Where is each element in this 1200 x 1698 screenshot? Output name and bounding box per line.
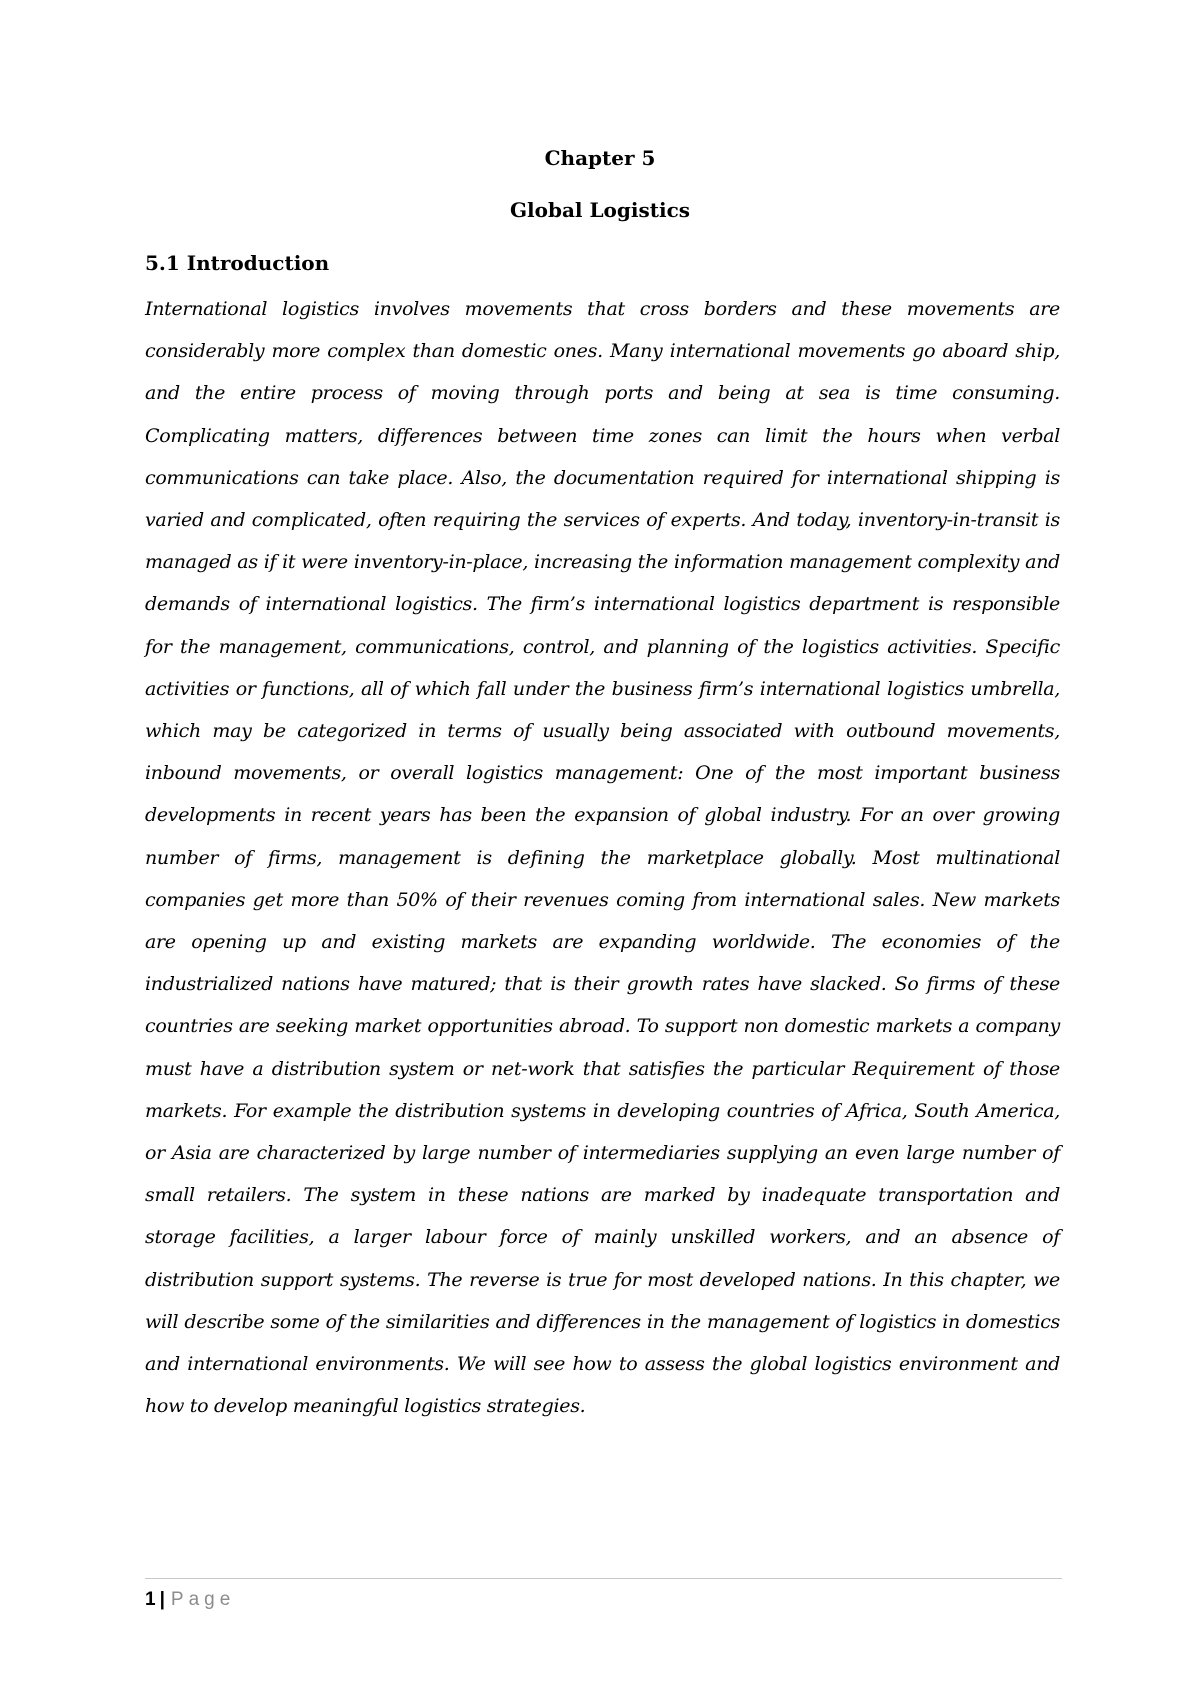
footer-divider <box>145 1578 1062 1579</box>
page-number: 1 <box>145 1589 156 1610</box>
page-label: Page <box>170 1589 236 1610</box>
footer-separator: | <box>159 1589 165 1610</box>
chapter-subtitle: Global Logistics <box>509 198 691 222</box>
section-heading: 5.1 Introduction <box>145 251 330 275</box>
body-paragraph: International logistics involves movements that cross borders and these movements are considerably more complex than domestic ones. Many international movements go aboard ship, and the entire process of moving through ports and being at sea is time consuming. Complicating matters, differences between time zones can limit the hours when verbal communications can take place. Also, the documentation required for international shipping is varied and complicated, often requiring the services of experts. And today, inventory-in-transit is managed as if it were inventory-in-place, increasing the information management complexity and demands of international logistics. The firm’s international logistics department is responsible for the management, communications, control, and planning of the logistics activities. Specific activities or functions, all of which fall under the business firm’s international logistics umbrella, which may be categorized in terms of usually being associated with outbound movements, inbound movements, or overall logistics management: One of the most important business developments in recent years has been the expansion of global industry. For an over growing number of firms, management is defining the marketplace globally. Most multinational companies get more than 50% of their revenues coming from international sales. New markets are opening up and existing markets are expanding worldwide. The economies of the industrialized nations have matured; that is their growth rates have slacked. So firms of these countries are seeking market opportunities abroad. To support non domestic markets a company must have a distribution system or net-work that satisfies the particular Requirement of those markets. For example the distribution systems in developing countries of Africa, South America, or Asia are characterized by large number of intermediaries supplying an even large number of small retailers. The system in these nations are marked by inadequate transportation and storage facilities, a larger labour force of mainly unskilled workers, and an absence of distribution support systems. The reverse is true for most developed nations. In this chapter, we will describe some of the similarities and differences in the management of logistics in domestics and international environments. We will see how to assess the global logistics environment and how to develop meaningful logistics strategies. <box>145 298 1060 1418</box>
page-footer <box>145 1588 235 1612</box>
chapter-title: Chapter 5 <box>544 146 656 170</box>
